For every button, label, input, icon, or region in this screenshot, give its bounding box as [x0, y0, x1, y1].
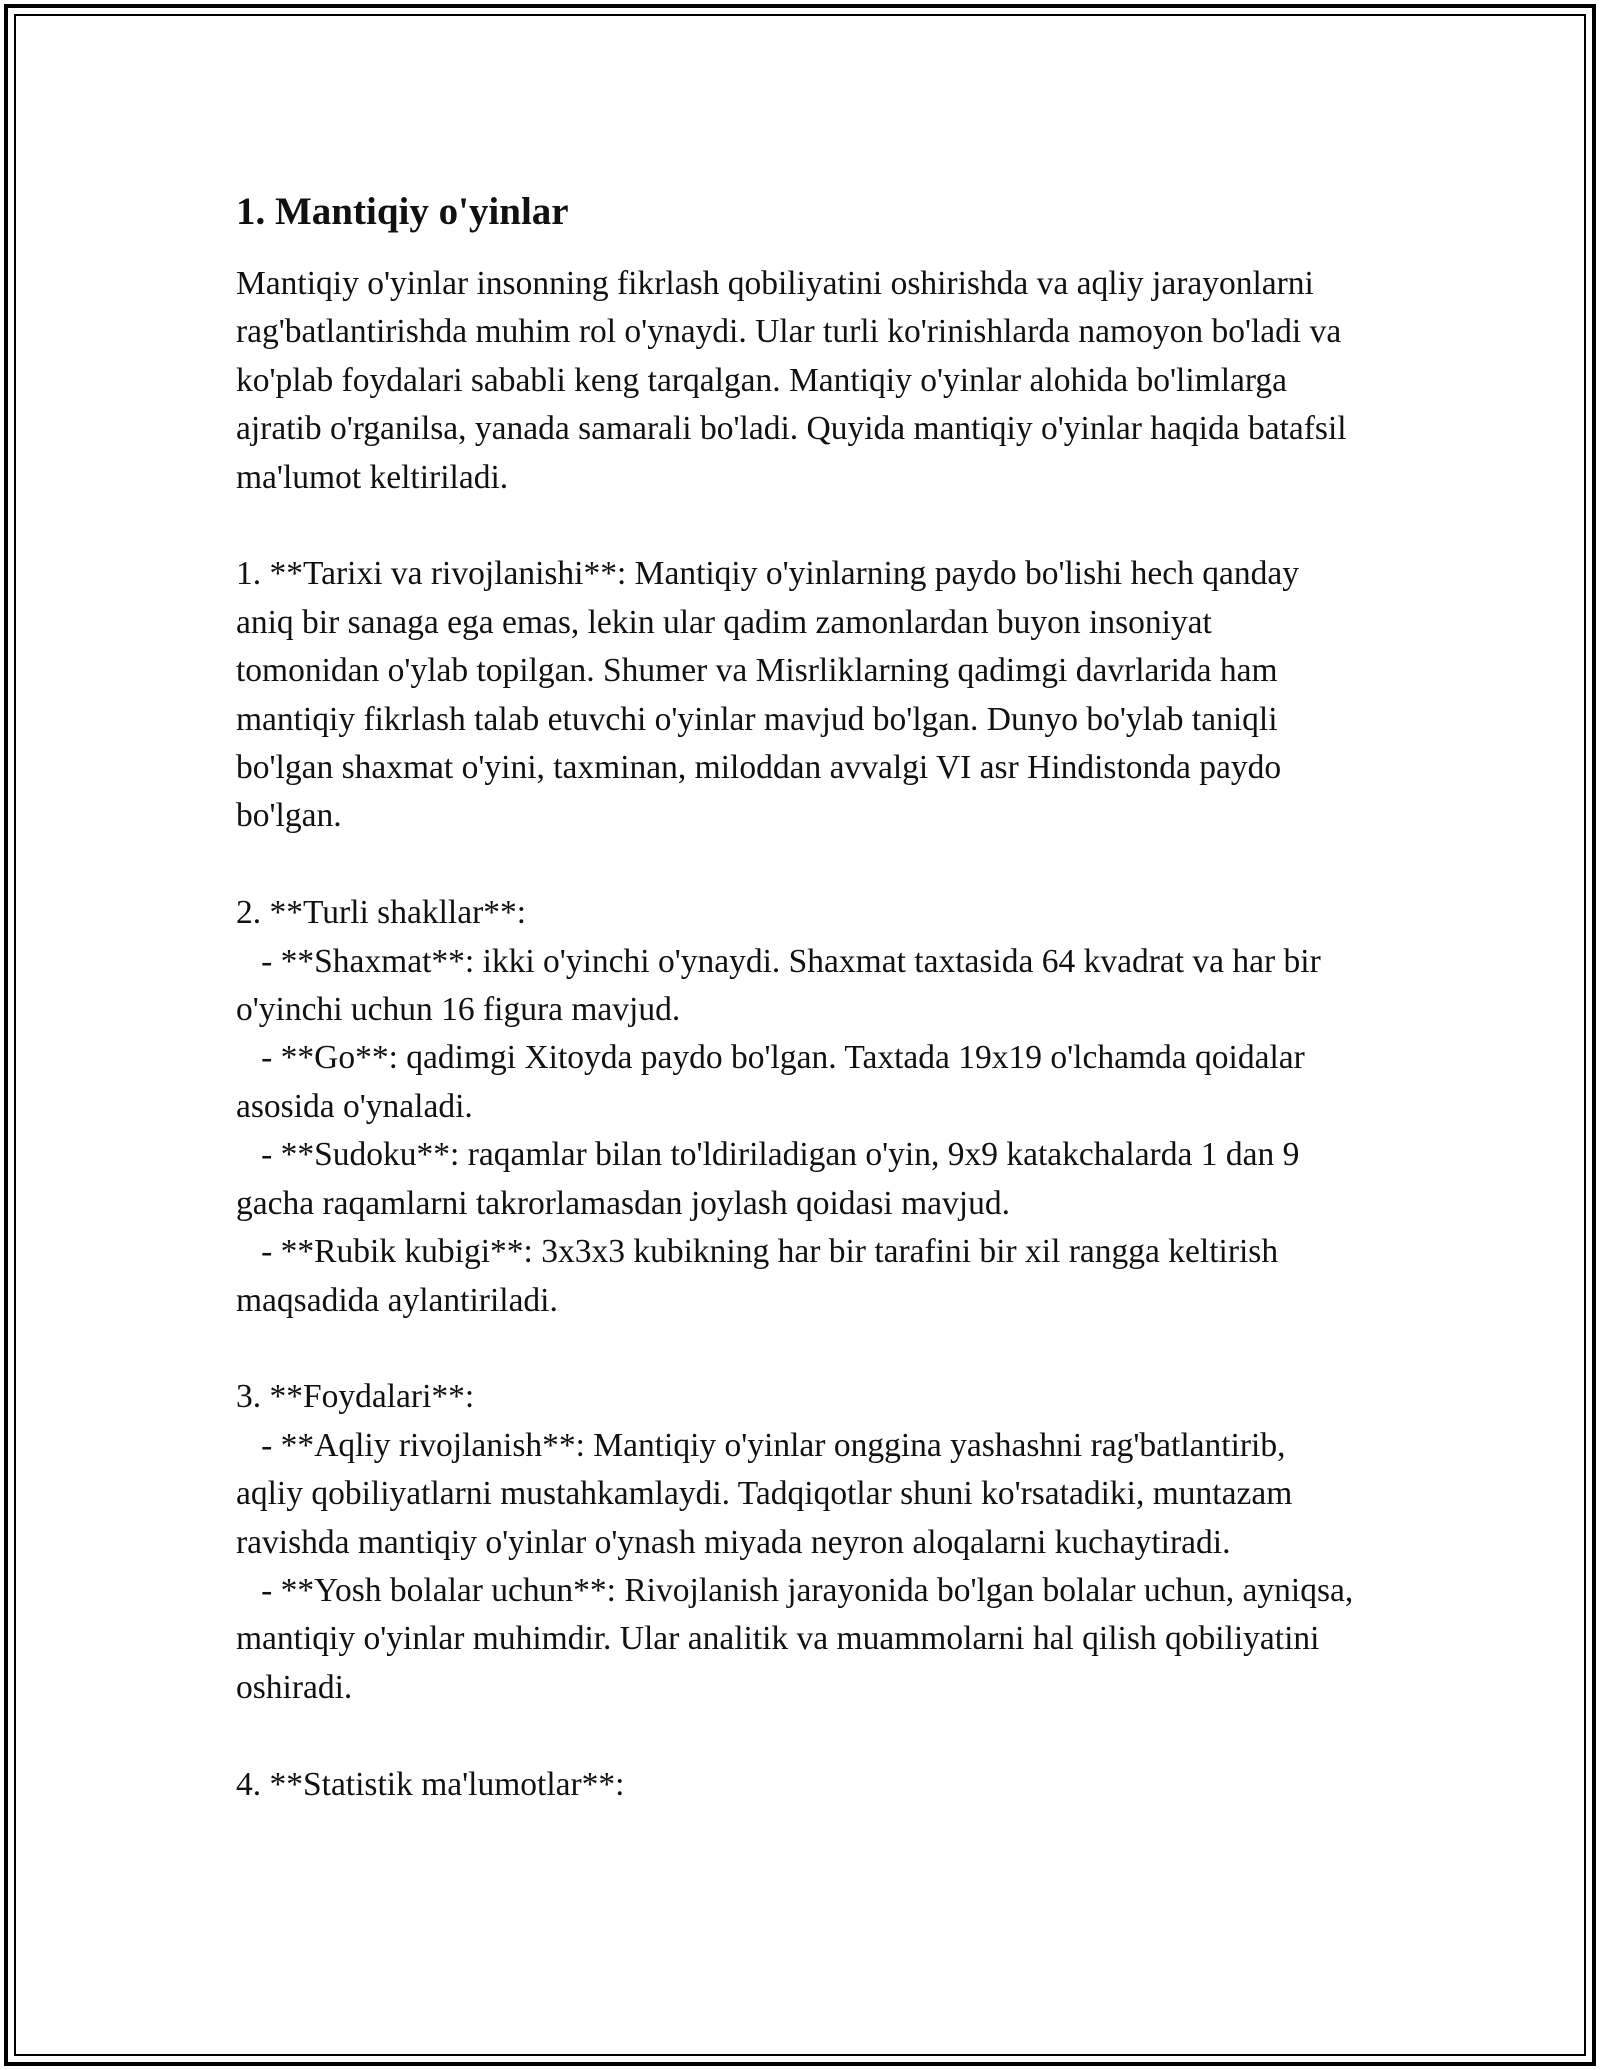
list-item-chess: - **Shaxmat**: ikki o'yinchi o'ynaydi. Shaxmat taxtasida 64 kvadrat va har bir o'yinchi uchun 16 figura mavjud.: [236, 942, 1330, 1029]
forms-section-title: 2. **Turli shakllar**:: [236, 894, 527, 932]
page-title: 1. Mantiqiy o'yinlar: [236, 190, 569, 233]
paragraph-spacer: [236, 841, 1356, 889]
paragraph-spacer: [236, 1325, 1356, 1373]
history-paragraph: 1. **Tarixi va rivojlanishi**: Mantiqiy o'yinlarning paydo bo'lishi hech qanday aniq bir sanaga ega emas, lekin ular qadim zamonlardan buyon insoniyat tomonidan o'ylab topilgan. Shumer va Misrliklarning qadimgi davrlarida ham mantiqiy fikrlash talab etuvchi o'yinlar mavjud bo'lgan. Dunyo bo'ylab taniqli bo'lgan shaxmat o'yini, taxminan, miloddan avvalgi VI asr Hindistonda paydo bo'lgan.: [236, 555, 1308, 835]
list-item-sudoku: - **Sudoku**: raqamlar bilan to'ldiriladigan o'yin, 9x9 katakchalarda 1 dan 9 gacha raqamlarni takrorlamasdan joylash qoidasi mavjud.: [236, 1136, 1308, 1222]
list-item-mental-development: - **Aqliy rivojlanish**: Mantiqiy o'yinlar onggina yashashni rag'batlantirib, aqliy qobiliyatlarni mustahkamlaydi. Tadqiqotlar shuni ko'rsatadiki, muntazam ravishda mantiqiy o'yinlar o'ynash miyada neyron aloqalarni kuchaytiradi.: [236, 1426, 1301, 1561]
list-item-rubik: - **Rubik kubigi**: 3x3x3 kubikning har bir tarafini bir xil rangga keltirish maqsadida aylantiriladi.: [236, 1233, 1287, 1319]
paragraph-spacer: [236, 1712, 1356, 1760]
paragraph-spacer: [236, 502, 1356, 550]
document-body: [236, 184, 1362, 1809]
benefits-section-title: 3. **Foydalari**:: [236, 1378, 475, 1416]
list-item-children: - **Yosh bolalar uchun**: Rivojlanish jarayonida bo'lgan bolalar uchun, ayniqsa, mantiqiy o'yinlar muhimdir. Ular analitik va muammolarni hal qilish qobiliyatini oshiradi.: [236, 1571, 1362, 1706]
intro-paragraph: Mantiqiy o'yinlar insonning fikrlash qobiliyatini oshirishda va aqliy jarayonlarni rag'batlantirishda muhim rol o'ynaydi. Ular turli ko'rinishlarda namoyon bo'ladi va ko'plab foydalari sababli keng tarqalgan. Mantiqiy o'yinlar alohida bo'limlarga ajratib o'rganilsa, yanada samarali bo'ladi. Quyida mantiqiy o'yinlar haqida batafsil ma'lumot keltiriladi.: [236, 265, 1355, 496]
list-item-go: - **Go**: qadimgi Xitoyda paydo bo'lgan. Taxtada 19x19 o'lchamda qoidalar asosida o'ynaladi.: [236, 1039, 1314, 1125]
statistics-section-title: 4. **Statistik ma'lumotlar**:: [236, 1765, 625, 1803]
